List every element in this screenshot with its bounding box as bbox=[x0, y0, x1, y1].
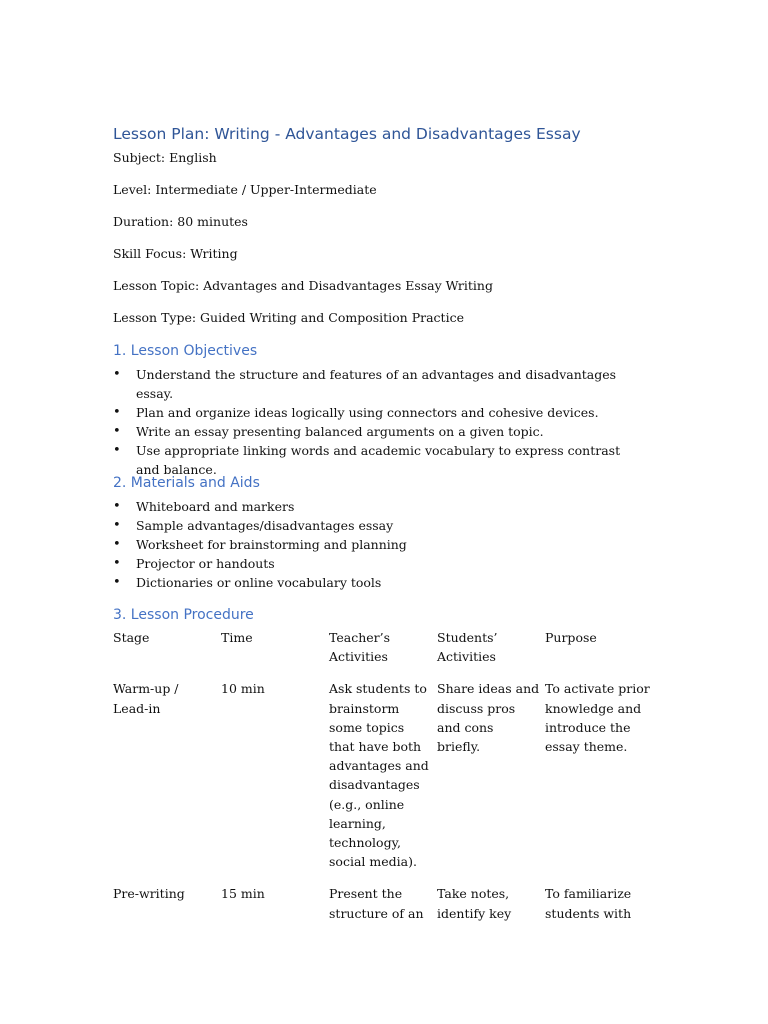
cell-stage: Warm-up / Lead-in bbox=[113, 681, 179, 716]
section-heading-objectives: 1. Lesson Objectives bbox=[113, 343, 258, 359]
bullet-icon: • bbox=[113, 405, 121, 420]
bullet-icon: • bbox=[113, 537, 121, 552]
cell-teacher-activities: Present the structure of an bbox=[329, 886, 424, 921]
list-item-text: Whiteboard and markers bbox=[136, 499, 295, 514]
list-item bbox=[113, 573, 633, 592]
meta-lesson-topic: Lesson Topic: Advantages and Disadvantages Essay Writing bbox=[113, 278, 493, 293]
document-title: Lesson Plan: Writing - Advantages and Disadvantages Essay bbox=[113, 125, 581, 143]
section-heading-procedure: 3. Lesson Procedure bbox=[113, 607, 254, 623]
meta-subject: Subject: English bbox=[113, 150, 217, 165]
meta-lesson-type: Lesson Type: Guided Writing and Composition Practice bbox=[113, 310, 464, 325]
cell-time: 10 min bbox=[221, 681, 265, 697]
materials-list bbox=[113, 497, 633, 592]
list-item bbox=[113, 497, 633, 516]
list-item bbox=[113, 535, 633, 554]
list-item bbox=[113, 365, 633, 403]
column-header-student-activities: Students’ Activities bbox=[437, 630, 498, 665]
list-item-text: Sample advantages/disadvantages essay bbox=[136, 518, 394, 533]
list-item-text: Projector or handouts bbox=[136, 556, 275, 571]
column-header-stage: Stage bbox=[113, 630, 150, 645]
bullet-icon: • bbox=[113, 575, 121, 590]
list-item-text: Write an essay presenting balanced arguments on a given topic. bbox=[136, 424, 544, 439]
cell-student-activities: Share ideas and discuss pros and cons briefly. bbox=[437, 681, 540, 755]
column-header-time: Time bbox=[221, 630, 253, 645]
bullet-icon: • bbox=[113, 499, 121, 514]
cell-teacher-activities: Ask students to brainstorm some topics that have both advantages and disadvantages (e.g., online learning, technology, social media). bbox=[329, 681, 429, 870]
meta-skill-focus: Skill Focus: Writing bbox=[113, 246, 238, 261]
bullet-icon: • bbox=[113, 367, 121, 382]
list-item bbox=[113, 554, 633, 573]
table-row bbox=[113, 679, 658, 884]
objectives-list bbox=[113, 365, 633, 479]
bullet-icon: • bbox=[113, 556, 121, 571]
list-item bbox=[113, 516, 633, 535]
cell-student-activities: Take notes, identify key bbox=[437, 886, 512, 921]
section-heading-materials: 2. Materials and Aids bbox=[113, 475, 260, 491]
column-header-teacher-activities: Teacher’s Activities bbox=[329, 630, 391, 665]
list-item bbox=[113, 422, 633, 441]
list-item-text: Use appropriate linking words and academic vocabulary to express contrast and balance. bbox=[136, 443, 621, 477]
cell-time: 15 min bbox=[221, 886, 265, 902]
bullet-icon: • bbox=[113, 518, 121, 533]
bullet-icon: • bbox=[113, 424, 121, 439]
list-item-text: Dictionaries or online vocabulary tools bbox=[136, 575, 382, 590]
list-item-text: Worksheet for brainstorming and planning bbox=[136, 537, 407, 552]
list-item bbox=[113, 441, 633, 479]
list-item-text: Understand the structure and features of an advantages and disadvantages essay. bbox=[136, 367, 617, 401]
cell-stage: Pre-writing bbox=[113, 886, 185, 902]
procedure-table bbox=[113, 628, 658, 936]
column-header-purpose: Purpose bbox=[545, 630, 597, 645]
cell-purpose: To familiarize students with bbox=[545, 886, 632, 921]
bullet-icon: • bbox=[113, 443, 121, 458]
table-row bbox=[113, 884, 658, 935]
list-item-text: Plan and organize ideas logically using connectors and cohesive devices. bbox=[136, 405, 599, 420]
list-item bbox=[113, 403, 633, 422]
meta-duration: Duration: 80 minutes bbox=[113, 214, 248, 229]
meta-level: Level: Intermediate / Upper-Intermediate bbox=[113, 182, 377, 197]
table-header-row bbox=[113, 628, 658, 679]
cell-purpose: To activate prior knowledge and introduce the essay theme. bbox=[545, 681, 650, 755]
